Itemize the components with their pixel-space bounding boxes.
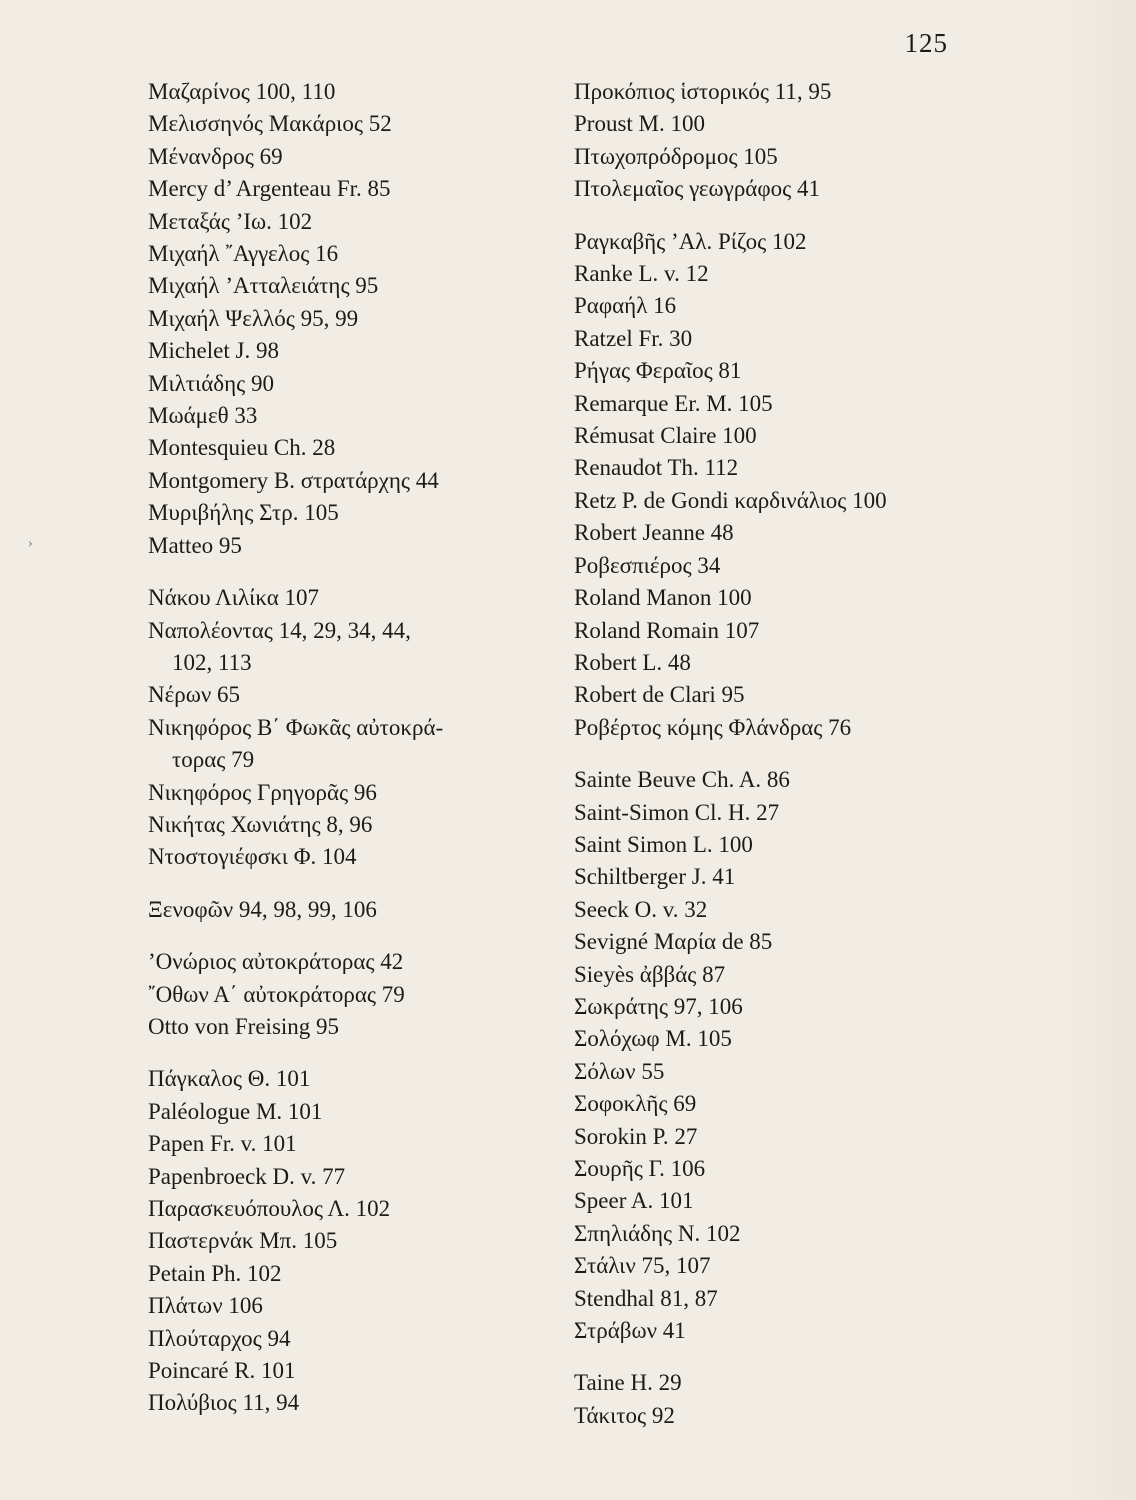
index-entry: Μιλτιάδης 90 bbox=[148, 370, 274, 396]
index-entry: Robert de Clari 95 bbox=[574, 682, 745, 708]
index-entry: Πλάτων 106 bbox=[148, 1293, 263, 1319]
index-entry: Robert Jeanne 48 bbox=[574, 520, 734, 546]
index-entry: Retz P. de Gondi καρδινάλιος 100 bbox=[574, 487, 887, 513]
index-entry: Sorokin P. 27 bbox=[574, 1123, 698, 1149]
index-entry: Μιχαήλ ῎Αγγελος 16 bbox=[148, 241, 339, 267]
index-column-left bbox=[148, 76, 548, 1420]
index-entry: Paléologue M. 101 bbox=[148, 1098, 323, 1124]
index-entry: Ratzel Fr. 30 bbox=[574, 325, 693, 351]
index-entry: Ροβέρτος κόμης Φλάνδρας 76 bbox=[574, 714, 852, 740]
index-entry: Saint Simon L. 100 bbox=[574, 831, 753, 857]
index-entry: ῎Οθων Α΄ αὐτοκράτορας 79 bbox=[148, 981, 405, 1007]
index-entry: Poincaré R. 101 bbox=[148, 1358, 296, 1384]
letter-group-gap bbox=[574, 1347, 1004, 1367]
index-entry: Robert L. 48 bbox=[574, 649, 691, 675]
page-bleed-shading bbox=[1046, 0, 1136, 1500]
index-entry: Μαζαρίνος 100, 110 bbox=[148, 79, 336, 104]
index-entry: Πολύβιος 11, 94 bbox=[148, 1390, 300, 1416]
index-entry: Σπηλιάδης Ν. 102 bbox=[574, 1220, 741, 1246]
index-entry: Matteo 95 bbox=[148, 532, 242, 558]
index-entry: Sieyès ἀββάς 87 bbox=[574, 961, 726, 987]
index-entry: Παρασκευόπουλος Λ. 102 bbox=[148, 1196, 391, 1221]
index-entry: Πτωχοπρόδρομος 105 bbox=[574, 143, 778, 169]
index-entry: Ραφαήλ 16 bbox=[574, 293, 677, 319]
index-entry: ’Ονώριος αὐτοκράτορας 42 bbox=[148, 949, 404, 975]
index-entry: Μωάμεθ 33 bbox=[148, 403, 258, 429]
index-entry: Ρήγας Φεραῖος 81 bbox=[574, 358, 742, 384]
index-entry: Μιχαήλ Ψελλός 95, 99 bbox=[148, 305, 359, 331]
index-entry: Proust M. 100 bbox=[574, 111, 705, 137]
index-entry: Στράβων 41 bbox=[574, 1318, 686, 1344]
index-entry: Στάλιν 75, 107 bbox=[574, 1253, 711, 1279]
index-entry: Seeck O. v. 32 bbox=[574, 896, 708, 922]
index-entry: Michelet J. 98 bbox=[148, 338, 279, 364]
index-entry: Νάκου Λιλίκα 107 bbox=[148, 585, 320, 611]
index-entry: Montesquieu Ch. 28 bbox=[148, 435, 336, 461]
letter-group-gap bbox=[148, 926, 548, 946]
index-entry: Πάγκαλος Θ. 101 bbox=[148, 1066, 311, 1092]
index-entry-continuation: 102, 113 bbox=[172, 649, 252, 675]
index-entry: Saint-Simon Cl. H. 27 bbox=[574, 799, 780, 825]
index-entry: Προκόπιος ἱστορικός 11, 95 bbox=[574, 79, 832, 104]
index-column-right bbox=[574, 76, 1004, 1432]
index-entry: Σόλων 55 bbox=[574, 1058, 665, 1084]
index-entry: Papenbroeck D. v. 77 bbox=[148, 1163, 346, 1189]
index-entry: Ranke L. v. 12 bbox=[574, 261, 709, 287]
index-entry: Νέρων 65 bbox=[148, 682, 241, 708]
index-entry: Πτολεμαῖος γεωγράφος 41 bbox=[574, 176, 820, 202]
index-entry: Μυριβήλης Στρ. 105 bbox=[148, 500, 339, 526]
index-entry: Σολόχωφ Μ. 105 bbox=[574, 1026, 732, 1052]
index-entry: Roland Romain 107 bbox=[574, 617, 760, 643]
index-entry: Sevigné Μαρία de 85 bbox=[574, 929, 773, 955]
index-entry: Roland Manon 100 bbox=[574, 585, 752, 611]
index-entry: Μελισσηνός Μακάριος 52 bbox=[148, 111, 392, 137]
index-entry: Speer A. 101 bbox=[574, 1188, 694, 1214]
index-entry: Sainte Beuve Ch. A. 86 bbox=[574, 767, 790, 793]
index-entry: Ξενοφῶν 94, 98, 99, 106 bbox=[148, 896, 377, 922]
letter-group-gap bbox=[148, 874, 548, 894]
index-entry: Νικηφόρος Β΄ Φωκᾶς αὐτοκρά- bbox=[148, 714, 444, 740]
letter-group-gap bbox=[148, 562, 548, 582]
page-number: 125 bbox=[904, 28, 948, 58]
index-entry: Ραγκαβῆς ’Αλ. Ρίζος 102 bbox=[574, 228, 807, 254]
index-entry: Τάκιτος 92 bbox=[574, 1402, 675, 1428]
index-entry: Ροβεσπιέρος 34 bbox=[574, 552, 721, 578]
index-entry: Schiltberger J. 41 bbox=[574, 864, 736, 890]
margin-mark: › bbox=[28, 536, 33, 551]
index-entry: Μένανδρος 69 bbox=[148, 143, 283, 169]
index-entry: Taine H. 29 bbox=[574, 1370, 682, 1396]
index-entry-continuation: τορας 79 bbox=[172, 747, 255, 773]
letter-group-gap bbox=[574, 206, 1004, 226]
index-entry: Μεταξάς ’Ιω. 102 bbox=[148, 208, 313, 234]
index-entry: Σωκράτης 97, 106 bbox=[574, 993, 743, 1019]
index-entry: Πλούταρχος 94 bbox=[148, 1325, 291, 1351]
letter-group-gap bbox=[148, 1043, 548, 1063]
index-entry: Petain Ph. 102 bbox=[148, 1260, 282, 1286]
letter-group-gap bbox=[574, 744, 1004, 764]
index-entry: Remarque Er. M. 105 bbox=[574, 390, 773, 416]
index-entry: Otto von Freising 95 bbox=[148, 1013, 340, 1039]
index-entry: Montgomery B. στρατάρχης 44 bbox=[148, 467, 439, 493]
index-entry: Ναπολέοντας 14, 29, 34, 44, bbox=[148, 617, 411, 643]
index-entry: Σουρῆς Γ. 106 bbox=[574, 1156, 706, 1181]
index-entry: Papen Fr. v. 101 bbox=[148, 1131, 297, 1157]
index-entry: Νικήτας Χωνιάτης 8, 96 bbox=[148, 811, 373, 837]
index-entry: Rémusat Claire 100 bbox=[574, 423, 757, 449]
index-entry: Παστερνάκ Μπ. 105 bbox=[148, 1228, 338, 1254]
index-entry: Νικηφόρος Γρηγορᾶς 96 bbox=[148, 779, 377, 805]
index-entry: Σοφοκλῆς 69 bbox=[574, 1091, 697, 1117]
index-entry: Renaudot Th. 112 bbox=[574, 455, 739, 481]
index-entry: Mercy d’ Argenteau Fr. 85 bbox=[148, 176, 391, 202]
index-entry: Stendhal 81, 87 bbox=[574, 1285, 718, 1311]
index-entry: Ντοστογιέφσκι Φ. 104 bbox=[148, 844, 357, 870]
index-entry: Μιχαήλ ’Ατταλειάτης 95 bbox=[148, 273, 379, 299]
